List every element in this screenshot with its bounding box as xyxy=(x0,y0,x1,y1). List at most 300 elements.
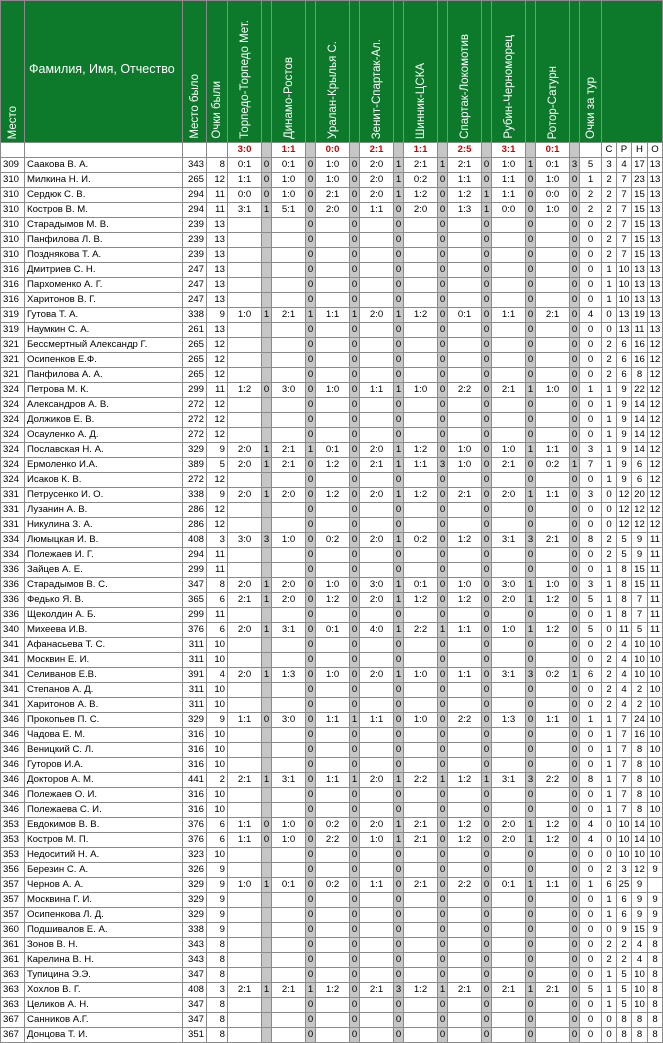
prediction-cell: 1:3 xyxy=(272,668,306,683)
stat-cell: 1 xyxy=(602,803,617,818)
prediction-points-cell: 0 xyxy=(482,668,492,683)
stat-cell: 1 xyxy=(602,473,617,488)
prediction-points-cell: 0 xyxy=(306,833,316,848)
tour-points-cell: 0 xyxy=(580,683,602,698)
stat-cell: 10 xyxy=(648,788,663,803)
points-were-cell: 6 xyxy=(207,818,228,833)
name-cell: Селиванов Е.В. xyxy=(25,668,183,683)
tour-points-cell: 0 xyxy=(580,638,602,653)
prediction-cell xyxy=(316,608,350,623)
prediction-cell: 1:0 xyxy=(272,173,306,188)
prediction-points-cell: 0 xyxy=(570,233,580,248)
name-cell: Тупицина Э.Э. xyxy=(25,968,183,983)
name-cell: Милкина Н. И. xyxy=(25,173,183,188)
tour-points-cell: 2 xyxy=(580,188,602,203)
header-gap xyxy=(438,1,448,143)
stat-cell: 10 xyxy=(632,638,648,653)
prediction-points-cell: 0 xyxy=(394,713,404,728)
prediction-cell: 1:1 xyxy=(448,623,482,638)
prediction-points-cell: 0 xyxy=(570,188,580,203)
place-was-cell: 316 xyxy=(183,743,207,758)
prediction-points-cell: 0 xyxy=(570,593,580,608)
prediction-cell xyxy=(448,278,482,293)
place-cell: 316 xyxy=(1,293,25,308)
place-cell: 346 xyxy=(1,788,25,803)
prediction-points-cell: 0 xyxy=(482,968,492,983)
prediction-cell xyxy=(404,923,438,938)
stat-cell: 1 xyxy=(602,773,617,788)
prediction-points-cell: 1 xyxy=(482,188,492,203)
prediction-points-cell: 0 xyxy=(570,938,580,953)
tour-points-cell: 3 xyxy=(580,443,602,458)
prediction-cell: 1:1 xyxy=(536,488,570,503)
prediction-cell: 3:1 xyxy=(492,533,526,548)
header-row xyxy=(1,1,663,143)
prediction-cell: 0:2 xyxy=(316,818,350,833)
stat-cell: 7 xyxy=(617,743,632,758)
stat-cell: 8 xyxy=(617,1013,632,1028)
match-result: 3:0 xyxy=(228,143,262,158)
tour-points-cell: 3 xyxy=(580,578,602,593)
prediction-cell xyxy=(360,728,394,743)
prediction-points-cell: 1 xyxy=(262,443,272,458)
prediction-points-cell: 0 xyxy=(526,203,536,218)
prediction-cell: 1:2 xyxy=(404,308,438,323)
stat-cell: 1 xyxy=(602,398,617,413)
table-row xyxy=(1,848,663,863)
prediction-points-cell: 0 xyxy=(306,1028,316,1043)
prediction-points-cell: 0 xyxy=(306,458,316,473)
prediction-points-cell: 1 xyxy=(262,773,272,788)
prediction-cell xyxy=(404,473,438,488)
header-gap xyxy=(570,1,580,143)
table-row xyxy=(1,908,663,923)
stat-cell: 5 xyxy=(617,983,632,998)
table-row xyxy=(1,968,663,983)
prediction-points-cell: 0 xyxy=(526,638,536,653)
header-name: Фамилия, Имя, Отчество xyxy=(25,1,183,143)
prediction-cell xyxy=(272,953,306,968)
prediction-points-cell: 0 xyxy=(482,158,492,173)
prediction-points-cell: 0 xyxy=(482,323,492,338)
prediction-points-cell: 0 xyxy=(306,968,316,983)
stat-cell: 15 xyxy=(632,188,648,203)
place-was-cell: 272 xyxy=(183,398,207,413)
place-was-cell: 347 xyxy=(183,578,207,593)
prediction-points-cell: 1 xyxy=(394,578,404,593)
prediction-points-cell: 0 xyxy=(482,368,492,383)
prediction-cell xyxy=(404,953,438,968)
prediction-cell xyxy=(492,893,526,908)
prediction-points-cell: 0 xyxy=(350,188,360,203)
name-cell: Санников А.Г. xyxy=(25,1013,183,1028)
prediction-points-cell: 0 xyxy=(482,263,492,278)
stat-cell: 10 xyxy=(632,998,648,1013)
prediction-cell: 2:0 xyxy=(360,488,394,503)
table-row xyxy=(1,203,663,218)
table-row xyxy=(1,743,663,758)
prediction-points-cell: 0 xyxy=(482,863,492,878)
prediction-points-cell xyxy=(262,1013,272,1028)
prediction-points-cell: 0 xyxy=(526,893,536,908)
prediction-points-cell xyxy=(262,683,272,698)
prediction-points-cell: 0 xyxy=(394,788,404,803)
prediction-cell: 1:0 xyxy=(272,533,306,548)
results-row xyxy=(1,143,663,158)
stat-cell: 2 xyxy=(602,173,617,188)
prediction-cell: 0:2 xyxy=(404,173,438,188)
place-cell: 334 xyxy=(1,533,25,548)
stat-cell: 8 xyxy=(648,1013,663,1028)
prediction-points-cell: 1 xyxy=(262,488,272,503)
header-match-3: Уралан-Крылья С. xyxy=(316,1,350,143)
place-was-cell: 265 xyxy=(183,353,207,368)
points-were-cell: 10 xyxy=(207,803,228,818)
prediction-cell: 2:0 xyxy=(228,458,262,473)
prediction-points-cell: 0 xyxy=(350,233,360,248)
prediction-points-cell: 1 xyxy=(526,488,536,503)
prediction-cell xyxy=(316,323,350,338)
place-was-cell: 311 xyxy=(183,653,207,668)
prediction-cell xyxy=(272,503,306,518)
prediction-points-cell: 0 xyxy=(526,353,536,368)
header-stats xyxy=(602,1,663,143)
prediction-points-cell: 1 xyxy=(526,158,536,173)
prediction-points-cell: 0 xyxy=(482,848,492,863)
prediction-cell: 0:0 xyxy=(492,203,526,218)
stat-cell: 13 xyxy=(648,188,663,203)
stat-cell: 9 xyxy=(617,398,632,413)
place-cell: 353 xyxy=(1,833,25,848)
prediction-points-cell: 0 xyxy=(438,998,448,1013)
prediction-cell xyxy=(272,1013,306,1028)
prediction-cell xyxy=(316,503,350,518)
prediction-points-cell: 0 xyxy=(394,893,404,908)
prediction-points-cell: 0 xyxy=(526,398,536,413)
prediction-cell xyxy=(316,803,350,818)
stat-cell: 10 xyxy=(648,638,663,653)
prediction-cell xyxy=(228,953,262,968)
stat-cell: 1 xyxy=(602,893,617,908)
prediction-cell xyxy=(360,518,394,533)
prediction-cell xyxy=(272,353,306,368)
name-cell: Позднякова Т. А. xyxy=(25,248,183,263)
prediction-points-cell: 0 xyxy=(570,248,580,263)
points-were-cell: 10 xyxy=(207,683,228,698)
place-was-cell: 376 xyxy=(183,623,207,638)
tour-points-cell: 4 xyxy=(580,308,602,323)
place-cell: 336 xyxy=(1,593,25,608)
stat-cell: 5 xyxy=(617,533,632,548)
points-were-cell: 12 xyxy=(207,368,228,383)
prediction-cell: 1:0 xyxy=(448,458,482,473)
stat-cell: 14 xyxy=(632,443,648,458)
place-was-cell: 347 xyxy=(183,1013,207,1028)
prediction-cell xyxy=(360,1028,394,1043)
prediction-cell: 0:2 xyxy=(536,458,570,473)
prediction-cell xyxy=(316,998,350,1013)
stat-cell: 10 xyxy=(632,668,648,683)
place-cell: 341 xyxy=(1,698,25,713)
prediction-points-cell: 0 xyxy=(570,293,580,308)
table-row xyxy=(1,248,663,263)
prediction-cell xyxy=(228,233,262,248)
prediction-points-cell: 0 xyxy=(350,383,360,398)
prediction-cell xyxy=(536,548,570,563)
prediction-points-cell: 0 xyxy=(570,278,580,293)
prediction-points-cell: 0 xyxy=(438,398,448,413)
prediction-points-cell: 0 xyxy=(570,818,580,833)
stat-cell: 14 xyxy=(632,413,648,428)
prediction-points-cell: 0 xyxy=(526,548,536,563)
prediction-points-cell: 0 xyxy=(306,1013,316,1028)
stat-cell: 1 xyxy=(602,293,617,308)
prediction-cell: 2:1 xyxy=(492,983,526,998)
prediction-cell xyxy=(272,683,306,698)
place-was-cell: 272 xyxy=(183,413,207,428)
prediction-points-cell: 0 xyxy=(570,878,580,893)
stat-cell: 1 xyxy=(602,608,617,623)
tour-points-cell: 0 xyxy=(580,938,602,953)
prediction-cell: 0:1 xyxy=(404,578,438,593)
prediction-cell xyxy=(360,428,394,443)
place-was-cell: 299 xyxy=(183,383,207,398)
prediction-points-cell: 0 xyxy=(306,623,316,638)
stat-cell: 8 xyxy=(632,803,648,818)
name-cell: Сердюк С. В. xyxy=(25,188,183,203)
points-were-cell: 10 xyxy=(207,743,228,758)
prediction-cell: 2:1 xyxy=(404,818,438,833)
stat-cell: 12 xyxy=(648,473,663,488)
prediction-points-cell: 0 xyxy=(394,1028,404,1043)
prediction-points-cell: 0 xyxy=(438,608,448,623)
stat-cell: 9 xyxy=(617,443,632,458)
stat-cell: 9 xyxy=(632,878,648,893)
stat-cell: 12 xyxy=(648,503,663,518)
prediction-points-cell: 0 xyxy=(570,503,580,518)
prediction-points-cell: 0 xyxy=(306,488,316,503)
prediction-points-cell: 0 xyxy=(526,713,536,728)
prediction-points-cell: 0 xyxy=(394,968,404,983)
prediction-cell xyxy=(448,758,482,773)
prediction-points-cell: 0 xyxy=(570,563,580,578)
stat-cell: 8 xyxy=(648,968,663,983)
prediction-cell xyxy=(272,518,306,533)
place-cell: 361 xyxy=(1,938,25,953)
prediction-cell: 1:1 xyxy=(316,773,350,788)
prediction-points-cell: 0 xyxy=(350,788,360,803)
prediction-points-cell xyxy=(262,563,272,578)
gap-cell xyxy=(394,143,404,158)
points-were-cell: 12 xyxy=(207,398,228,413)
prediction-cell: 1:1 xyxy=(228,833,262,848)
prediction-cell xyxy=(492,968,526,983)
prediction-cell xyxy=(228,743,262,758)
place-cell: 363 xyxy=(1,998,25,1013)
prediction-cell xyxy=(492,563,526,578)
prediction-cell xyxy=(316,953,350,968)
prediction-points-cell: 0 xyxy=(438,323,448,338)
prediction-points-cell: 0 xyxy=(482,308,492,323)
place-cell: 341 xyxy=(1,683,25,698)
prediction-cell: 1:0 xyxy=(316,173,350,188)
prediction-cell xyxy=(228,563,262,578)
prediction-points-cell: 0 xyxy=(350,938,360,953)
prediction-points-cell: 0 xyxy=(438,443,448,458)
prediction-points-cell xyxy=(262,1028,272,1043)
header-gap xyxy=(394,1,404,143)
prediction-cell: 2:0 xyxy=(228,668,262,683)
prediction-cell xyxy=(272,548,306,563)
prediction-cell xyxy=(228,353,262,368)
prediction-cell: 2:0 xyxy=(360,308,394,323)
points-were-cell: 8 xyxy=(207,158,228,173)
prediction-points-cell: 0 xyxy=(350,563,360,578)
prediction-points-cell: 0 xyxy=(482,383,492,398)
prediction-points-cell: 0 xyxy=(394,473,404,488)
prediction-cell: 1:1 xyxy=(360,713,394,728)
prediction-cell xyxy=(316,263,350,278)
prediction-cell: 1:1 xyxy=(228,173,262,188)
place-was-cell: 239 xyxy=(183,218,207,233)
name-cell: Харитонов А. В. xyxy=(25,698,183,713)
header-place: Место xyxy=(1,1,25,143)
prediction-points-cell: 1 xyxy=(482,773,492,788)
prediction-points-cell: 0 xyxy=(482,533,492,548)
prediction-points-cell: 0 xyxy=(482,1028,492,1043)
prediction-cell xyxy=(404,728,438,743)
prediction-points-cell: 0 xyxy=(438,653,448,668)
prediction-cell xyxy=(316,698,350,713)
prediction-cell xyxy=(492,368,526,383)
stat-cell: 12 xyxy=(648,383,663,398)
tour-points-cell: 1 xyxy=(580,713,602,728)
points-were-cell: 13 xyxy=(207,323,228,338)
prediction-points-cell: 1 xyxy=(394,593,404,608)
prediction-points-cell: 0 xyxy=(394,338,404,353)
prediction-points-cell: 0 xyxy=(482,248,492,263)
prediction-points-cell xyxy=(262,398,272,413)
stat-cell: 10 xyxy=(648,728,663,743)
table-row xyxy=(1,608,663,623)
prediction-points-cell: 0 xyxy=(438,638,448,653)
prediction-points-cell: 0 xyxy=(394,938,404,953)
prediction-cell xyxy=(492,263,526,278)
stat-cell: 2 xyxy=(602,533,617,548)
prediction-points-cell: 0 xyxy=(394,398,404,413)
prediction-points-cell: 3 xyxy=(438,458,448,473)
prediction-cell xyxy=(360,998,394,1013)
prediction-points-cell: 0 xyxy=(306,368,316,383)
place-was-cell: 311 xyxy=(183,683,207,698)
table-row xyxy=(1,803,663,818)
prediction-points-cell: 0 xyxy=(350,953,360,968)
header-gap xyxy=(262,1,272,143)
prediction-cell: 2:1 xyxy=(228,983,262,998)
place-was-cell: 294 xyxy=(183,548,207,563)
table-row xyxy=(1,818,663,833)
prediction-cell xyxy=(448,263,482,278)
stat-cell: 0 xyxy=(602,488,617,503)
points-were-cell: 11 xyxy=(207,548,228,563)
tour-points-cell: 0 xyxy=(580,758,602,773)
stat-cell: 7 xyxy=(617,173,632,188)
prediction-points-cell xyxy=(262,428,272,443)
prediction-points-cell: 0 xyxy=(526,848,536,863)
prediction-cell xyxy=(272,848,306,863)
prediction-cell xyxy=(360,293,394,308)
stat-cell: 7 xyxy=(617,203,632,218)
prediction-cell: 2:2 xyxy=(536,773,570,788)
stat-cell: 4 xyxy=(617,698,632,713)
prediction-cell: 2:1 xyxy=(536,983,570,998)
prediction-points-cell: 0 xyxy=(394,503,404,518)
prediction-cell xyxy=(228,938,262,953)
points-were-cell: 13 xyxy=(207,293,228,308)
stat-cell: 1 xyxy=(602,578,617,593)
prediction-points-cell: 0 xyxy=(394,563,404,578)
points-were-cell: 8 xyxy=(207,953,228,968)
prediction-points-cell: 0 xyxy=(482,938,492,953)
prediction-cell: 1:0 xyxy=(404,383,438,398)
stat-cell: 15 xyxy=(632,233,648,248)
prediction-cell xyxy=(272,218,306,233)
prediction-cell xyxy=(536,398,570,413)
prediction-points-cell: 0 xyxy=(306,863,316,878)
prediction-points-cell: 0 xyxy=(438,833,448,848)
prediction-points-cell xyxy=(262,548,272,563)
stat-header: С xyxy=(602,143,617,158)
stat-cell: 13 xyxy=(648,308,663,323)
prediction-cell xyxy=(448,638,482,653)
prediction-points-cell: 0 xyxy=(350,1028,360,1043)
prediction-points-cell: 0 xyxy=(306,278,316,293)
name-cell: Евдокимов В. В. xyxy=(25,818,183,833)
prediction-cell: 2:0 xyxy=(492,818,526,833)
prediction-points-cell: 0 xyxy=(350,548,360,563)
place-cell: 321 xyxy=(1,338,25,353)
prediction-cell xyxy=(448,338,482,353)
prediction-points-cell: 0 xyxy=(438,803,448,818)
prediction-cell xyxy=(404,248,438,263)
stat-cell: 3 xyxy=(602,158,617,173)
stat-cell: 9 xyxy=(648,893,663,908)
prediction-points-cell: 1 xyxy=(262,578,272,593)
prediction-cell xyxy=(448,473,482,488)
prediction-cell xyxy=(404,968,438,983)
prediction-points-cell xyxy=(262,923,272,938)
stat-cell: 1 xyxy=(602,743,617,758)
prediction-cell xyxy=(228,1028,262,1043)
header-match-1: Торпедо-Торпедо Мет. xyxy=(228,1,262,143)
prediction-cell: 1:1 xyxy=(492,173,526,188)
prediction-cell: 2:1 xyxy=(448,158,482,173)
prediction-points-cell: 0 xyxy=(438,953,448,968)
prediction-cell xyxy=(360,413,394,428)
prediction-points-cell: 0 xyxy=(350,923,360,938)
stat-cell: 10 xyxy=(632,653,648,668)
prediction-cell xyxy=(272,743,306,758)
prediction-cell: 3:0 xyxy=(272,713,306,728)
prediction-points-cell: 0 xyxy=(306,158,316,173)
prediction-points-cell: 0 xyxy=(526,308,536,323)
table-row xyxy=(1,413,663,428)
tour-points-cell: 0 xyxy=(580,428,602,443)
name-cell: Недоситий Н. А. xyxy=(25,848,183,863)
prediction-cell xyxy=(316,743,350,758)
prediction-cell: 1:2 xyxy=(316,458,350,473)
stat-cell: 3 xyxy=(617,863,632,878)
